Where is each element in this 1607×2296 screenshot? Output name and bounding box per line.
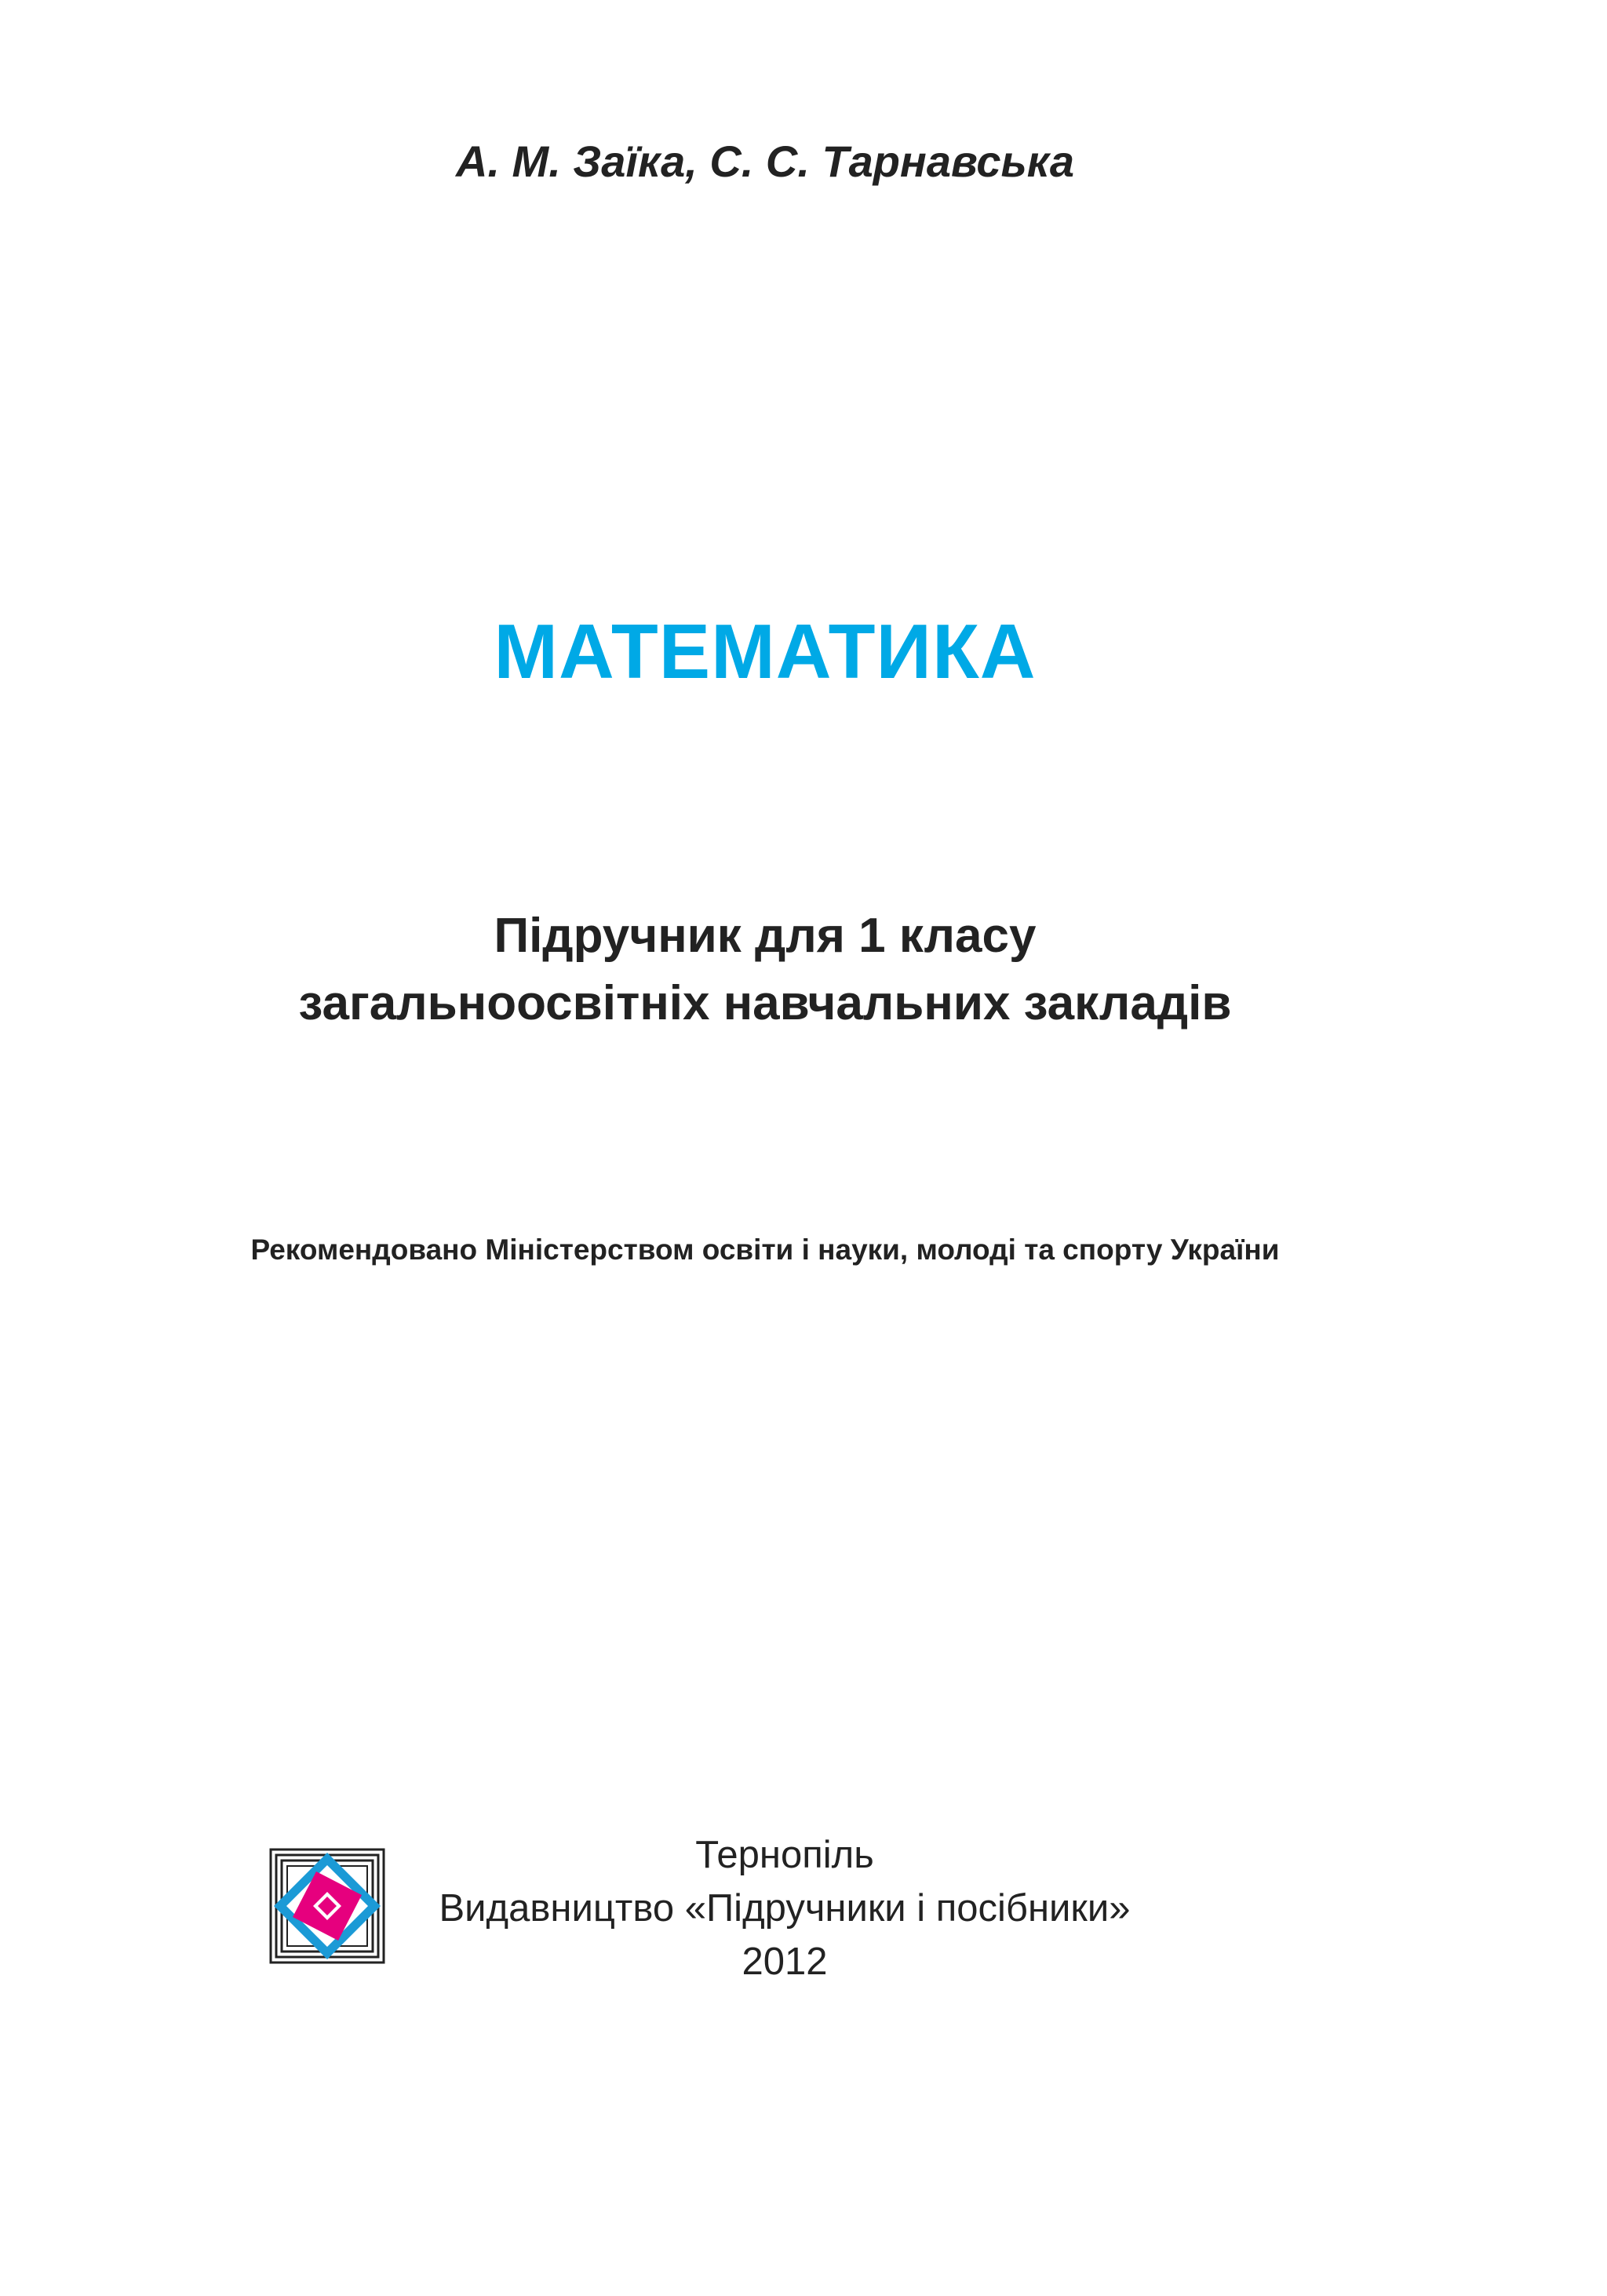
authors: А. М. Заїка, С. С. Тарнавська — [455, 137, 1075, 186]
book-title: МАТЕМАТИКА — [494, 608, 1037, 694]
subtitle-line-2: загальноосвітніх навчальних закладів — [298, 976, 1232, 1030]
publication-year: 2012 — [742, 1941, 828, 1983]
ministry-recommendation: Рекомендовано Міністерством освіти і науки, молоді та спорту України — [250, 1234, 1280, 1266]
subtitle-line-1: Підручник для 1 класу — [494, 909, 1037, 963]
publisher-city: Тернопіль — [695, 1834, 874, 1876]
publisher-name: Видавництво «Підручники і посібники» — [439, 1887, 1131, 1930]
publisher-logo-icon — [269, 1848, 385, 1964]
book-subtitle — [0, 902, 1530, 1037]
publisher-info — [408, 1828, 1161, 1988]
